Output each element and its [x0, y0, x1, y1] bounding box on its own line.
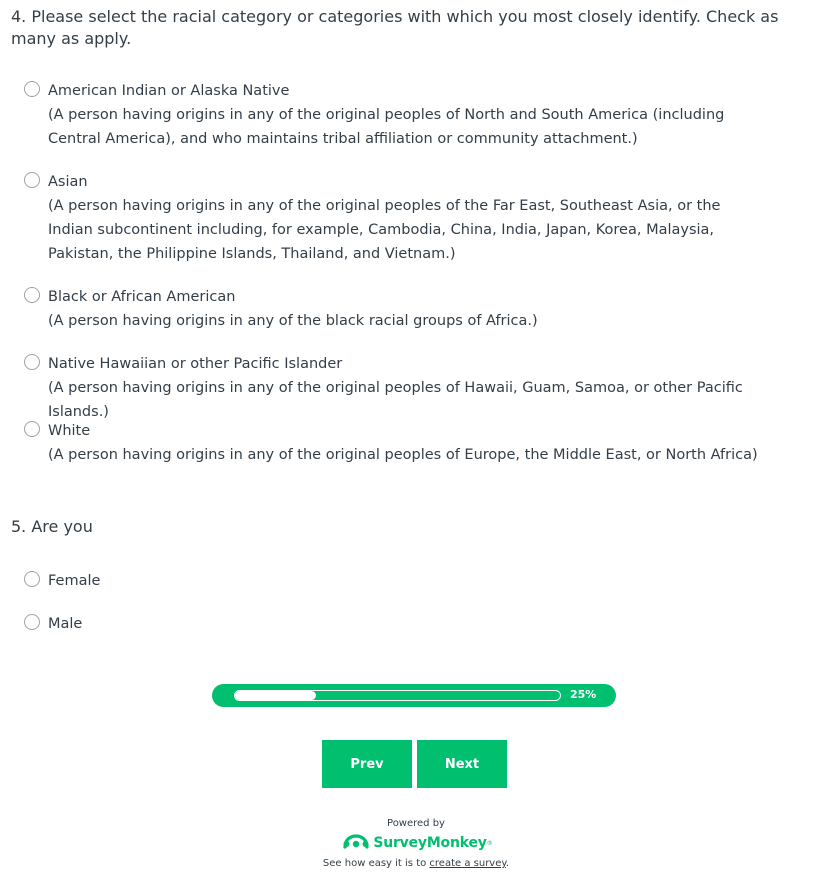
create-survey-link[interactable]: create a survey [429, 858, 506, 869]
option-label: Asian [48, 174, 88, 190]
option-label: American Indian or Alaska Native [48, 83, 290, 99]
radio-button[interactable] [24, 354, 40, 370]
option-description: (A person having origins in any of the original peoples of North and South America (including Central America), and who maintains tribal affiliation or community attachment.) [48, 107, 725, 147]
question-4-title: 4. Please select the racial category or categories with which you most closely identify. Check as many as apply. [11, 7, 779, 48]
progress-fill [235, 691, 316, 700]
option-description: (A person having origins in any of the original peoples of the Far East, Southeast Asia, or the Indian subcontinent including, for example, Cambodia, China, India, Japan, Korea, Malaysia, Pakistan, the Philippine Islands, Thailand, and Vietnam.) [48, 198, 721, 262]
radio-button[interactable] [24, 287, 40, 303]
powered-by-text: Powered by [387, 818, 445, 829]
radio-button[interactable] [24, 172, 40, 188]
radio-button[interactable] [24, 571, 40, 587]
option-label: Black or African American [48, 289, 236, 305]
radio-button[interactable] [24, 421, 40, 437]
option-description: (A person having origins in any of the original peoples of Europe, the Middle East, or North Africa) [48, 447, 758, 463]
progress-bar [212, 684, 616, 707]
radio-button[interactable] [24, 81, 40, 97]
prev-button[interactable]: Prev [322, 740, 412, 788]
tagline-prefix: See how easy it is to [322, 858, 430, 869]
tagline [0, 858, 832, 869]
next-button[interactable]: Next [417, 740, 507, 788]
progress-percent: 25% [570, 688, 597, 701]
surveymonkey-brand[interactable] [0, 833, 832, 853]
brand-name: SurveyMonkey [373, 835, 487, 851]
tagline-suffix: . [505, 858, 510, 869]
surveymonkey-logo-icon [343, 833, 369, 853]
option-label: Male [48, 616, 83, 632]
option-label: Female [48, 573, 101, 589]
option-description: (A person having origins in any of the original peoples of Hawaii, Guam, Samoa, or other Pacific Islands.) [48, 380, 743, 420]
radio-button[interactable] [24, 614, 40, 630]
option-label: White [48, 423, 91, 439]
option-label: Native Hawaiian or other Pacific Islander [48, 356, 343, 372]
question-5-title: 5. Are you [11, 517, 93, 536]
brand-trademark: ® [486, 839, 493, 847]
progress-track [234, 690, 561, 701]
option-description: (A person having origins in any of the black racial groups of Africa.) [48, 313, 538, 329]
